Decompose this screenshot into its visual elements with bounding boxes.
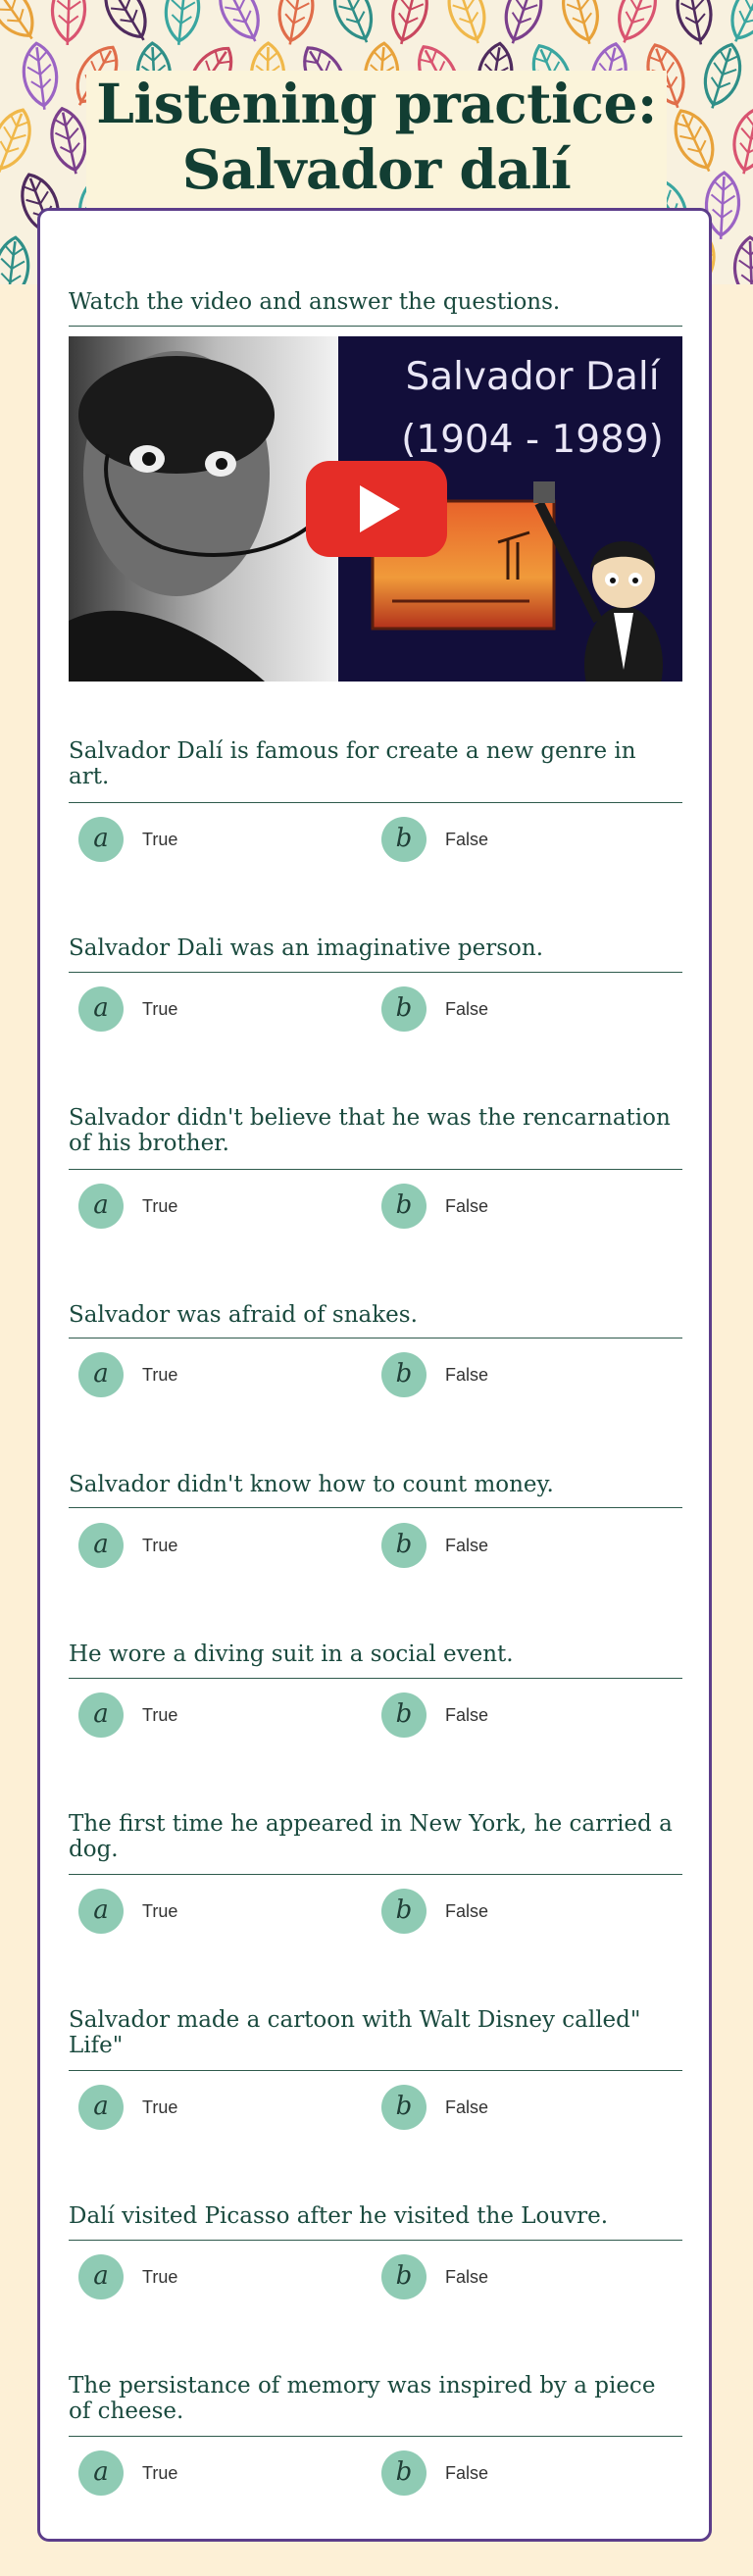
question-3-text: Salvador didn't believe that he was the rencarnation of his brother.	[69, 1105, 671, 1156]
question-divider	[69, 972, 682, 973]
option-letter-a: a	[78, 986, 124, 1032]
question-divider	[69, 1169, 682, 1170]
question-9-text: Dalí visited Picasso after he visited the Louvre.	[69, 2203, 609, 2229]
option-label: True	[142, 1196, 178, 1216]
option-letter-b: b	[381, 817, 427, 862]
question-7-option-b[interactable]	[381, 1889, 636, 1934]
option-label: True	[142, 1901, 178, 1921]
question-5-option-b[interactable]	[381, 1523, 636, 1568]
question-7-option-a[interactable]	[78, 1889, 333, 1934]
question-divider	[69, 1678, 682, 1679]
option-label: False	[445, 1901, 489, 1921]
question-7-text: The first time he appeared in New York, he carried a dog.	[69, 1811, 673, 1862]
option-letter-a: a	[78, 2450, 124, 2496]
question-1-text: Salvador Dalí is famous for create a new genre in art.	[69, 738, 636, 789]
question-1-option-a[interactable]	[78, 817, 333, 862]
question-divider	[69, 2240, 682, 2241]
question-2-option-b[interactable]	[381, 986, 636, 1032]
option-label: False	[445, 2267, 489, 2287]
question-9-option-b[interactable]	[381, 2254, 636, 2299]
question-4-option-b[interactable]	[381, 1352, 636, 1397]
option-letter-b: b	[381, 1889, 427, 1934]
video-player[interactable]	[69, 336, 682, 682]
question-5-text: Salvador didn't know how to count money.	[69, 1472, 554, 1497]
intro-divider	[69, 326, 682, 327]
question-10-option-b[interactable]	[381, 2450, 636, 2496]
question-divider	[69, 2070, 682, 2071]
option-label: True	[142, 1536, 178, 1555]
option-letter-a: a	[78, 1692, 124, 1738]
question-divider	[69, 2436, 682, 2437]
option-label: True	[142, 1365, 178, 1385]
option-letter-a: a	[78, 2085, 124, 2130]
option-letter-a: a	[78, 1523, 124, 1568]
option-letter-a: a	[78, 1184, 124, 1229]
question-3-option-a[interactable]	[78, 1184, 333, 1229]
option-label: False	[445, 1196, 489, 1216]
option-letter-b: b	[381, 2450, 427, 2496]
intro-instruction: Watch the video and answer the questions.	[69, 289, 561, 315]
option-label: False	[445, 2463, 489, 2483]
page-title: Listening practice: Salvador dalí	[96, 72, 657, 201]
option-label: True	[142, 1705, 178, 1725]
question-6-option-a[interactable]	[78, 1692, 333, 1738]
option-label: False	[445, 2097, 489, 2117]
option-label: True	[142, 2097, 178, 2117]
question-6-option-b[interactable]	[381, 1692, 636, 1738]
question-4-text: Salvador was afraid of snakes.	[69, 1302, 418, 1328]
question-divider	[69, 1874, 682, 1875]
video-thumbnail-title: Salvador Dalí (1904 - 1989)	[401, 355, 664, 462]
question-3-option-b[interactable]	[381, 1184, 636, 1229]
question-10-text: The persistance of memory was inspired by a piece of cheese.	[69, 2373, 656, 2424]
option-letter-b: b	[381, 1184, 427, 1229]
question-divider	[69, 1338, 682, 1339]
option-label: True	[142, 830, 178, 849]
option-label: False	[445, 1536, 489, 1555]
option-letter-b: b	[381, 2085, 427, 2130]
option-letter-b: b	[381, 1523, 427, 1568]
option-letter-b: b	[381, 1352, 427, 1397]
question-2-option-a[interactable]	[78, 986, 333, 1032]
question-2-text: Salvador Dali was an imaginative person.	[69, 935, 544, 961]
option-label: False	[445, 999, 489, 1019]
option-letter-b: b	[381, 2254, 427, 2299]
option-letter-a: a	[78, 2254, 124, 2299]
option-letter-a: a	[78, 1352, 124, 1397]
question-8-option-a[interactable]	[78, 2085, 333, 2130]
option-label: False	[445, 830, 489, 849]
option-label: True	[142, 2267, 178, 2287]
question-9-option-a[interactable]	[78, 2254, 333, 2299]
option-label: False	[445, 1705, 489, 1725]
option-letter-b: b	[381, 986, 427, 1032]
question-1-option-b[interactable]	[381, 817, 636, 862]
question-8-text: Salvador made a cartoon with Walt Disney called" Life"	[69, 2007, 641, 2058]
option-label: False	[445, 1365, 489, 1385]
question-4-option-a[interactable]	[78, 1352, 333, 1397]
question-10-option-a[interactable]	[78, 2450, 333, 2496]
question-divider	[69, 1507, 682, 1508]
option-label: True	[142, 2463, 178, 2483]
option-letter-b: b	[381, 1692, 427, 1738]
option-letter-a: a	[78, 1889, 124, 1934]
question-divider	[69, 802, 682, 803]
question-8-option-b[interactable]	[381, 2085, 636, 2130]
option-label: True	[142, 999, 178, 1019]
question-6-text: He wore a diving suit in a social event.	[69, 1642, 514, 1667]
question-5-option-a[interactable]	[78, 1523, 333, 1568]
option-letter-a: a	[78, 817, 124, 862]
